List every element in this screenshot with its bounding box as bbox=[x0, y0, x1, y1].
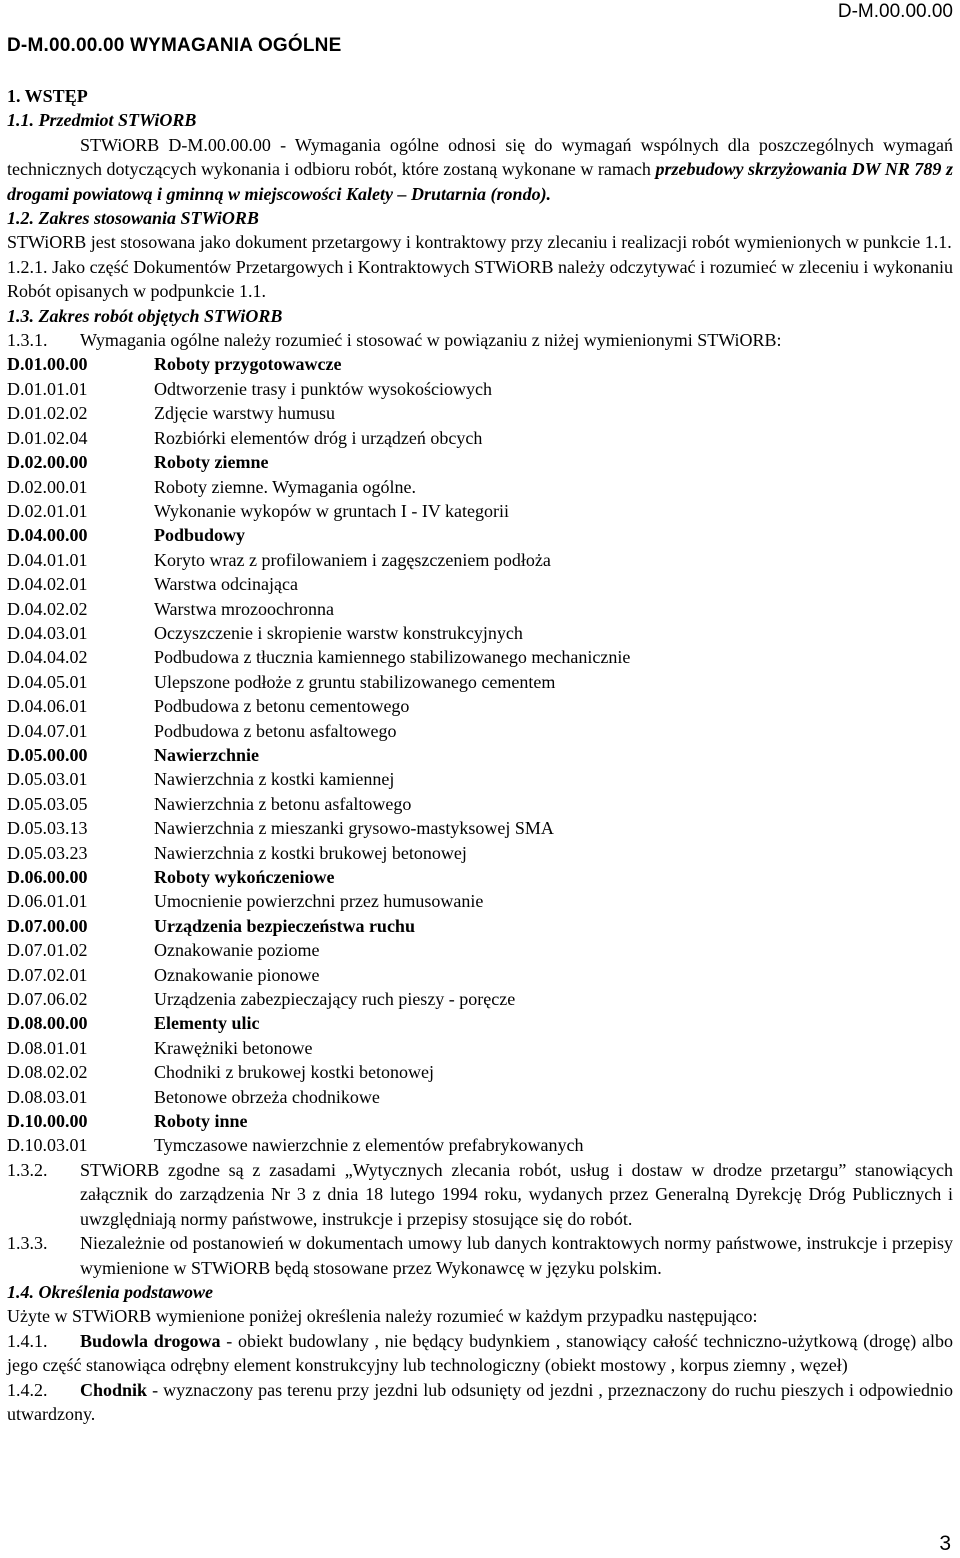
spec-code: D.08.01.01 bbox=[7, 1037, 88, 1058]
paragraph-number: 1.3.2. bbox=[7, 1159, 48, 1180]
spec-list bbox=[7, 352, 953, 1157]
spec-code: D.04.07.01 bbox=[7, 720, 88, 741]
spec-name: Ulepszone podłoże z gruntu stabilizowanego cementem bbox=[154, 671, 556, 692]
spec-name: Nawierzchnie bbox=[154, 744, 259, 765]
spec-code: D.01.02.04 bbox=[7, 427, 88, 448]
paragraph-1-1 bbox=[7, 133, 953, 206]
spec-name: Warstwa odcinająca bbox=[154, 574, 298, 595]
spec-name: Koryto wraz z profilowaniem i zagęszczeniem podłoża bbox=[154, 549, 551, 570]
subheading-1-2: 1.2. Zakres stosowania STWiORB bbox=[7, 208, 259, 229]
spec-code: D.07.06.02 bbox=[7, 989, 88, 1010]
spec-code: D.02.01.01 bbox=[7, 500, 88, 521]
spec-name: Oznakowanie pionowe bbox=[154, 964, 320, 985]
spec-item-row bbox=[7, 499, 953, 523]
spec-name: Podbudowy bbox=[154, 525, 246, 546]
spec-name: Podbudowa z betonu cementowego bbox=[154, 696, 410, 717]
paragraph-1-1-project-name: przebudowy skrzyżowania DW NR 789 z drogami powiatową i gminną w miejscowości Kalety – Drutarnia (rondo). bbox=[7, 159, 953, 204]
spec-item-row bbox=[7, 621, 953, 645]
paragraph-1-3-2 bbox=[7, 1158, 953, 1231]
term-budowla-drogowa: Budowla drogowa bbox=[80, 1330, 221, 1351]
spec-code: D.05.03.01 bbox=[7, 769, 88, 790]
page-number: 3 bbox=[939, 1532, 951, 1555]
spec-item-row bbox=[7, 792, 953, 816]
subheading-1-3: 1.3. Zakres robót objętych STWiORB bbox=[7, 305, 283, 326]
paragraph-1-3-3 bbox=[7, 1231, 953, 1280]
spec-code: D.08.03.01 bbox=[7, 1086, 88, 1107]
spec-group-row bbox=[7, 352, 953, 376]
spec-code: D.04.02.02 bbox=[7, 598, 88, 619]
paragraph-1-2-1: 1.2.1. Jako część Dokumentów Przetargowych i Kontraktowych STWiORB należy odczytywać i rozumieć w zleceniu i wykonaniu Robót opisanych w podpunkcie 1.1. bbox=[7, 256, 953, 302]
spec-name: Tymczasowe nawierzchnie z elementów prefabrykowanych bbox=[154, 1135, 584, 1156]
spec-name: Roboty ziemne bbox=[154, 452, 269, 473]
term-chodnik: Chodnik bbox=[80, 1379, 148, 1400]
section-heading-wstep: 1. WSTĘP bbox=[7, 86, 88, 106]
paragraph-number: 1.4.1. bbox=[7, 1330, 48, 1351]
paragraph-1-3-1 bbox=[7, 328, 953, 352]
spec-code: D.01.01.01 bbox=[7, 378, 88, 399]
spec-group-row bbox=[7, 523, 953, 547]
spec-name: Zdjęcie warstwy humusu bbox=[154, 403, 335, 424]
spec-code: D.07.00.00 bbox=[7, 915, 88, 936]
spec-item-row bbox=[7, 1133, 953, 1157]
spec-code: D.07.01.02 bbox=[7, 940, 88, 961]
spec-name: Urządzenia bezpieczeństwa ruchu bbox=[154, 915, 415, 936]
document-title: D-M.00.00.00 WYMAGANIA OGÓLNE bbox=[7, 35, 342, 56]
spec-item-row bbox=[7, 548, 953, 572]
paragraph-1-4-intro: Użyte w STWiORB wymienione poniżej określenia należy rozumieć w każdym przypadku następująco: bbox=[7, 1306, 758, 1327]
spec-item-row bbox=[7, 816, 953, 840]
spec-code: D.08.00.00 bbox=[7, 1013, 88, 1034]
spec-item-row bbox=[7, 1060, 953, 1084]
spec-name: Warstwa mrozoochronna bbox=[154, 598, 334, 619]
spec-name: Roboty przygotowawcze bbox=[154, 354, 342, 375]
spec-name: Elementy ulic bbox=[154, 1013, 260, 1034]
spec-name: Rozbiórki elementów dróg i urządzeń obcych bbox=[154, 427, 483, 448]
paragraph-number: 1.4.2. bbox=[7, 1379, 48, 1400]
spec-name: Oznakowanie poziome bbox=[154, 940, 320, 961]
spec-item-row bbox=[7, 597, 953, 621]
spec-item-row bbox=[7, 475, 953, 499]
subheading-1-1: 1.1. Przedmiot STWiORB bbox=[7, 110, 197, 131]
spec-group-row bbox=[7, 1011, 953, 1035]
spec-name: Roboty ziemne. Wymagania ogólne. bbox=[154, 476, 417, 497]
spec-name: Roboty inne bbox=[154, 1111, 248, 1132]
spec-code: D.04.01.01 bbox=[7, 549, 88, 570]
paragraph-number: 1.3.3. bbox=[7, 1233, 48, 1254]
document-body bbox=[7, 84, 953, 1426]
spec-item-row bbox=[7, 987, 953, 1011]
spec-code: D.04.03.01 bbox=[7, 622, 88, 643]
subheading-1-4: 1.4. Określenia podstawowe bbox=[7, 1281, 214, 1302]
spec-code: D.01.02.02 bbox=[7, 403, 88, 424]
spec-item-row bbox=[7, 572, 953, 596]
spec-item-row bbox=[7, 1036, 953, 1060]
spec-code: D.10.03.01 bbox=[7, 1135, 88, 1156]
spec-code: D.02.00.00 bbox=[7, 452, 88, 473]
paragraph-1-4-1 bbox=[7, 1329, 953, 1378]
spec-item-row bbox=[7, 401, 953, 425]
spec-code: D.05.03.13 bbox=[7, 818, 88, 839]
spec-item-row bbox=[7, 938, 953, 962]
paragraph-number: 1.3.1. bbox=[7, 330, 48, 351]
spec-name: Nawierzchnia z kostki brukowej betonowej bbox=[154, 842, 467, 863]
spec-name: Podbudowa z tłucznia kamiennego stabilizowanego mechanicznie bbox=[154, 647, 631, 668]
paragraph-text: STWiORB zgodne są z zasadami „Wytycznych zlecania robót, usług i dostaw w drodze przetargu” stanowiących załącznik do zarządzenia Nr 3 z dnia 18 lutego 1994 roku, wydanych przez Generalną Dyrekcję Dróg Publicznych i uwzględniają normy państwowe, instrukcje i przepisy stosujące się do robót. bbox=[80, 1159, 953, 1229]
spec-item-row bbox=[7, 719, 953, 743]
spec-group-row bbox=[7, 1109, 953, 1133]
spec-item-row bbox=[7, 645, 953, 669]
spec-item-row bbox=[7, 963, 953, 987]
spec-name: Nawierzchnia z mieszanki grysowo-mastyksowej SMA bbox=[154, 818, 554, 839]
spec-code: D.04.00.00 bbox=[7, 525, 88, 546]
spec-group-row bbox=[7, 743, 953, 767]
spec-item-row bbox=[7, 694, 953, 718]
spec-item-row bbox=[7, 670, 953, 694]
spec-name: Podbudowa z betonu asfaltowego bbox=[154, 720, 397, 741]
spec-name: Betonowe obrzeża chodnikowe bbox=[154, 1086, 380, 1107]
spec-item-row bbox=[7, 841, 953, 865]
paragraph-text: Wymagania ogólne należy rozumieć i stosować w powiązaniu z niżej wymienionymi STWiORB: bbox=[80, 330, 782, 351]
spec-item-row bbox=[7, 767, 953, 791]
spec-name: Nawierzchnia z betonu asfaltowego bbox=[154, 793, 412, 814]
spec-name: Nawierzchnia z kostki kamiennej bbox=[154, 769, 395, 790]
spec-name: Oczyszczenie i skropienie warstw konstrukcyjnych bbox=[154, 622, 523, 643]
spec-code: D.04.02.01 bbox=[7, 574, 88, 595]
spec-group-row bbox=[7, 450, 953, 474]
spec-item-row bbox=[7, 1085, 953, 1109]
spec-item-row bbox=[7, 426, 953, 450]
paragraph-1-2: STWiORB jest stosowana jako dokument przetargowy i kontraktowy przy zlecaniu i realizacji robót wymienionych w punkcie 1.1. bbox=[7, 232, 952, 253]
spec-name: Umocnienie powierzchni przez humusowanie bbox=[154, 891, 484, 912]
header-spec-code: D-M.00.00.00 bbox=[837, 1, 953, 22]
spec-code: D.10.00.00 bbox=[7, 1111, 88, 1132]
spec-code: D.02.00.01 bbox=[7, 476, 88, 497]
spec-name: Odtworzenie trasy i punktów wysokościowych bbox=[154, 378, 492, 399]
spec-name: Chodniki z brukowej kostki betonowej bbox=[154, 1062, 434, 1083]
spec-code: D.08.02.02 bbox=[7, 1062, 88, 1083]
paragraph-1-1-text: STWiORB D-M.00.00.00 - Wymagania ogólne odnosi się do wymagań wspólnych dla poszczególnych wymagań technicznych dotyczących wykonania i odbioru robót, które zostaną wykonane w ramach bbox=[7, 134, 953, 180]
spec-code: D.01.00.00 bbox=[7, 354, 88, 375]
spec-name: Urządzenia zabezpieczający ruch pieszy - poręcze bbox=[154, 989, 516, 1010]
spec-code: D.05.03.23 bbox=[7, 842, 88, 863]
definition-text: - obiekt budowlany , nie będący budynkiem , stanowiący całość techniczno-użytkową (drogę) albo jego część stanowiąca odrębny element konstrukcyjny lub technologiczny (obiekt mostowy , korpus ziemny , węzeł) bbox=[7, 1330, 954, 1376]
definition-text: - wyznaczony pas terenu przy jezdni lub odsunięty od jezdni , przeznaczony do ruchu pieszych i odpowiednio utwardzony. bbox=[7, 1379, 953, 1424]
spec-group-row bbox=[7, 865, 953, 889]
spec-item-row bbox=[7, 377, 953, 401]
spec-name: Wykonanie wykopów w gruntach I - IV kategorii bbox=[154, 500, 509, 521]
spec-code: D.06.00.00 bbox=[7, 867, 88, 887]
spec-code: D.07.02.01 bbox=[7, 964, 88, 985]
spec-code: D.06.01.01 bbox=[7, 891, 88, 912]
spec-item-row bbox=[7, 889, 953, 913]
spec-code: D.04.05.01 bbox=[7, 671, 88, 692]
paragraph-text: Niezależnie od postanowień w dokumentach umowy lub danych kontraktowych normy państwowe, instrukcje i przepisy wymienione w STWiORB będą stosowane przez Wykonawcę w języku polskim. bbox=[80, 1233, 953, 1278]
spec-code: D.04.06.01 bbox=[7, 696, 88, 717]
spec-group-row bbox=[7, 914, 953, 938]
spec-name: Roboty wykończeniowe bbox=[154, 867, 335, 887]
spec-name: Krawężniki betonowe bbox=[154, 1037, 313, 1058]
paragraph-1-4-2 bbox=[7, 1378, 953, 1427]
spec-code: D.05.00.00 bbox=[7, 744, 88, 765]
spec-code: D.05.03.05 bbox=[7, 793, 88, 814]
spec-code: D.04.04.02 bbox=[7, 647, 88, 668]
